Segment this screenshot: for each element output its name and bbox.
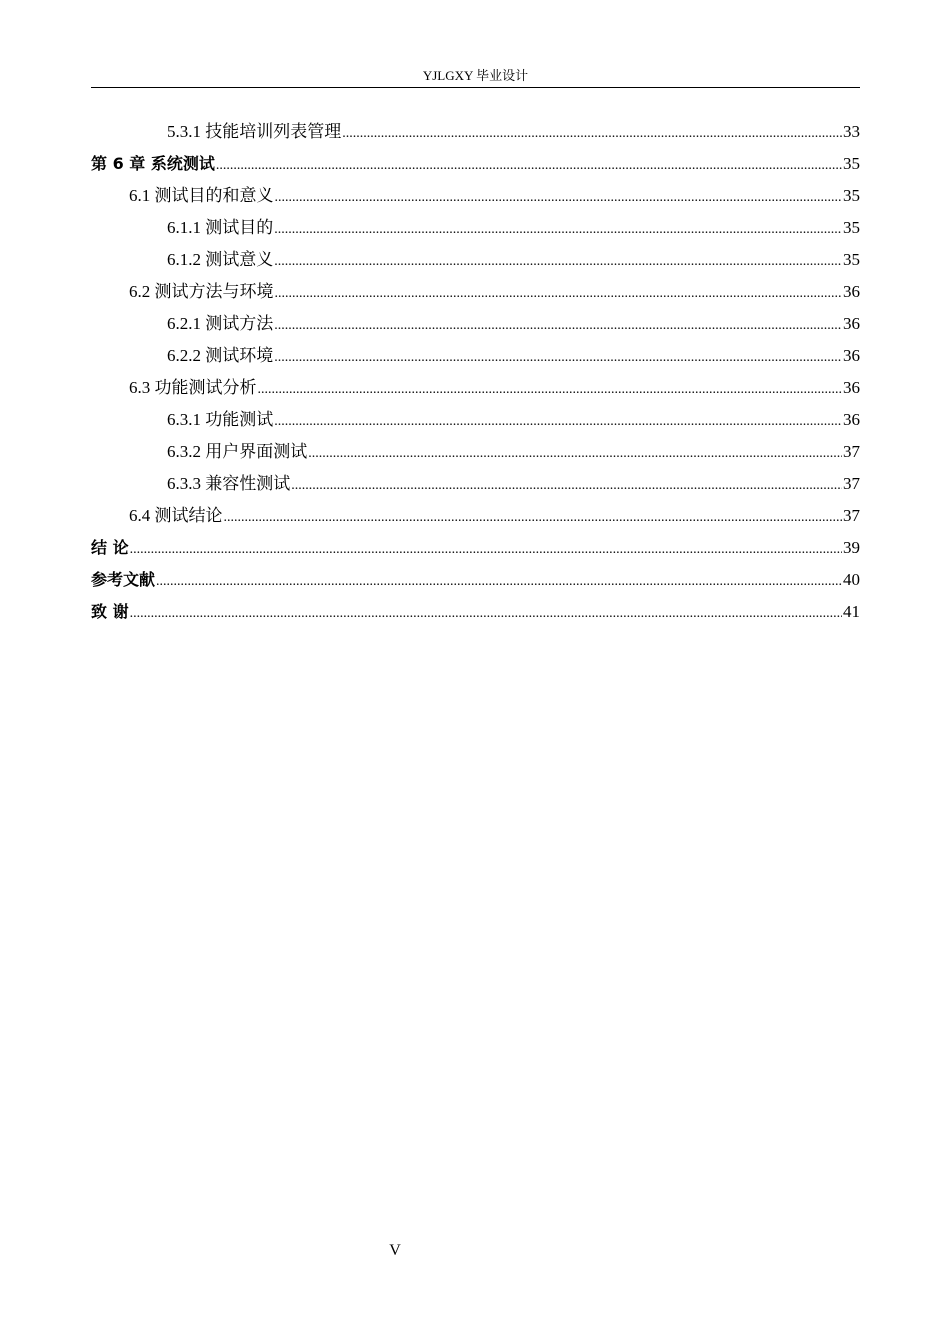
toc-entry-title: 6.3.2 用户界面测试 bbox=[167, 442, 308, 461]
toc-entry-title: 6.4 测试结论 bbox=[129, 506, 223, 525]
table-of-contents bbox=[91, 116, 860, 628]
toc-dot-leader bbox=[216, 150, 842, 182]
toc-dot-leader bbox=[130, 598, 842, 630]
toc-entry-page: 41 bbox=[843, 602, 860, 621]
toc-entry-title: 第 6 章 系统测试 bbox=[91, 154, 215, 173]
toc-entry-title: 6.2 测试方法与环境 bbox=[129, 282, 274, 301]
toc-entry-title: 6.1.2 测试意义 bbox=[167, 250, 274, 269]
toc-entry[interactable] bbox=[91, 276, 860, 308]
toc-dot-leader bbox=[342, 118, 842, 150]
header-divider bbox=[91, 87, 860, 88]
toc-entry-page: 35 bbox=[843, 250, 860, 269]
page-number: V bbox=[389, 1242, 401, 1259]
toc-entry[interactable] bbox=[91, 340, 860, 372]
toc-entry[interactable] bbox=[91, 532, 860, 564]
toc-entry-page: 36 bbox=[843, 346, 860, 365]
toc-entry-title: 6.2.2 测试环境 bbox=[167, 346, 274, 365]
toc-entry-title: 结 论 bbox=[91, 538, 129, 557]
toc-dot-leader bbox=[275, 278, 843, 310]
toc-dot-leader bbox=[274, 214, 842, 246]
toc-dot-leader bbox=[275, 182, 843, 214]
toc-entry-page: 35 bbox=[843, 186, 860, 205]
toc-entry-title: 6.3.3 兼容性测试 bbox=[167, 474, 291, 493]
toc-entry-page: 39 bbox=[843, 538, 860, 557]
toc-entry-page: 35 bbox=[843, 218, 860, 237]
toc-entry[interactable] bbox=[91, 148, 860, 180]
toc-dot-leader bbox=[130, 534, 842, 566]
toc-dot-leader bbox=[274, 342, 842, 374]
toc-dot-leader bbox=[308, 438, 842, 470]
toc-dot-leader bbox=[274, 310, 842, 342]
toc-entry-page: 37 bbox=[843, 506, 860, 525]
toc-dot-leader bbox=[258, 374, 843, 406]
toc-dot-leader bbox=[224, 502, 843, 534]
toc-dot-leader bbox=[291, 470, 842, 502]
toc-entry-title: 6.3 功能测试分析 bbox=[129, 378, 257, 397]
toc-dot-leader bbox=[274, 246, 842, 278]
toc-entry-page: 36 bbox=[843, 282, 860, 301]
toc-dot-leader bbox=[274, 406, 842, 438]
toc-entry[interactable] bbox=[91, 244, 860, 276]
toc-entry-page: 36 bbox=[843, 314, 860, 333]
toc-entry-page: 37 bbox=[843, 442, 860, 461]
toc-entry-title: 致 谢 bbox=[91, 602, 129, 621]
toc-entry[interactable] bbox=[91, 372, 860, 404]
toc-entry-page: 40 bbox=[843, 570, 860, 589]
toc-entry-title: 6.1 测试目的和意义 bbox=[129, 186, 274, 205]
toc-entry[interactable] bbox=[91, 468, 860, 500]
toc-entry-title: 5.3.1 技能培训列表管理 bbox=[167, 122, 342, 141]
toc-entry[interactable] bbox=[91, 308, 860, 340]
toc-entry[interactable] bbox=[91, 436, 860, 468]
toc-entry-title: 参考文献 bbox=[91, 570, 156, 589]
toc-entry-page: 37 bbox=[843, 474, 860, 493]
toc-entry[interactable] bbox=[91, 596, 860, 628]
toc-entry[interactable] bbox=[91, 404, 860, 436]
toc-dot-leader bbox=[156, 566, 842, 598]
toc-entry[interactable] bbox=[91, 564, 860, 596]
toc-entry-page: 33 bbox=[843, 122, 860, 141]
toc-entry-page: 35 bbox=[843, 154, 860, 173]
toc-entry-title: 6.3.1 功能测试 bbox=[167, 410, 274, 429]
toc-entry-page: 36 bbox=[843, 378, 860, 397]
toc-entry[interactable] bbox=[91, 212, 860, 244]
page-header: YJLGXY 毕业设计 bbox=[422, 68, 529, 83]
toc-entry[interactable] bbox=[91, 116, 860, 148]
toc-entry-title: 6.1.1 测试目的 bbox=[167, 218, 274, 237]
toc-entry[interactable] bbox=[91, 180, 860, 212]
toc-entry-page: 36 bbox=[843, 410, 860, 429]
toc-entry-title: 6.2.1 测试方法 bbox=[167, 314, 274, 333]
toc-entry[interactable] bbox=[91, 500, 860, 532]
